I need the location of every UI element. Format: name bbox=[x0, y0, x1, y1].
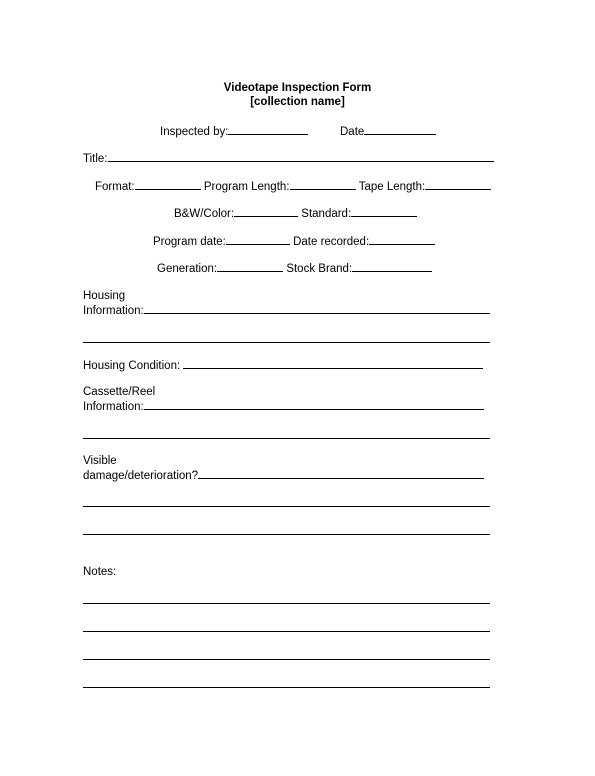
notes-line-2[interactable] bbox=[83, 631, 490, 632]
housing-condition-field[interactable] bbox=[183, 358, 483, 369]
format-label: Format: bbox=[95, 181, 135, 193]
standard-label: Standard: bbox=[301, 208, 352, 220]
visible-extra-line-1[interactable] bbox=[83, 506, 490, 507]
bw-color-label: B&W/Color: bbox=[174, 208, 235, 220]
title-label: Title: bbox=[83, 153, 108, 165]
notes-line-3[interactable] bbox=[83, 659, 490, 660]
form-title: Videotape Inspection Form bbox=[223, 82, 372, 94]
housing-label-2: Information: bbox=[83, 305, 144, 317]
notes-label: Notes: bbox=[83, 566, 117, 578]
format-field[interactable] bbox=[135, 179, 201, 190]
visible-label-1: Visible bbox=[83, 455, 117, 467]
date-field[interactable] bbox=[364, 124, 436, 135]
cassette-extra-line[interactable] bbox=[83, 438, 490, 439]
program-date-row bbox=[153, 234, 435, 249]
standard-field[interactable] bbox=[351, 206, 417, 217]
cassette-row bbox=[83, 399, 484, 414]
visible-row bbox=[83, 468, 484, 483]
notes-line-4[interactable] bbox=[83, 687, 490, 688]
inspected-by-field[interactable] bbox=[228, 124, 308, 135]
housing-row bbox=[83, 303, 490, 318]
program-date-field[interactable] bbox=[226, 234, 290, 245]
bw-color-field[interactable] bbox=[234, 206, 298, 217]
title-field[interactable] bbox=[108, 151, 494, 162]
date-recorded-field[interactable] bbox=[369, 234, 435, 245]
generation-row bbox=[157, 261, 432, 276]
tape-length-field[interactable] bbox=[425, 179, 491, 190]
program-length-label: Program Length: bbox=[203, 181, 290, 193]
housing-condition-label: Housing Condition: bbox=[83, 360, 181, 372]
date-recorded-label: Date recorded: bbox=[293, 236, 370, 248]
collection-name: [collection name] bbox=[250, 96, 345, 108]
visible-label-2: damage/deterioration? bbox=[83, 470, 199, 482]
housing-label-1: Housing bbox=[83, 290, 126, 302]
stock-brand-label: Stock Brand: bbox=[286, 263, 353, 275]
visible-field[interactable] bbox=[198, 468, 484, 479]
notes-line-1[interactable] bbox=[83, 603, 490, 604]
housing-condition-row bbox=[83, 358, 483, 373]
program-length-field[interactable] bbox=[290, 179, 356, 190]
cassette-field[interactable] bbox=[144, 399, 484, 410]
date-label: Date bbox=[340, 126, 365, 138]
tape-length-label: Tape Length: bbox=[358, 181, 426, 193]
format-row bbox=[95, 179, 491, 194]
bw-row bbox=[174, 206, 417, 221]
stock-brand-field[interactable] bbox=[352, 261, 432, 272]
visible-extra-line-2[interactable] bbox=[83, 534, 490, 535]
generation-label: Generation: bbox=[157, 263, 218, 275]
inspected-row bbox=[160, 124, 308, 139]
generation-field[interactable] bbox=[217, 261, 283, 272]
housing-field[interactable] bbox=[144, 303, 490, 314]
inspected-by-label: Inspected by: bbox=[160, 126, 229, 138]
program-date-label: Program date: bbox=[153, 236, 226, 248]
cassette-label-1: Cassette/Reel bbox=[83, 386, 156, 398]
cassette-label-2: Information: bbox=[83, 401, 144, 413]
housing-extra-line[interactable] bbox=[83, 342, 490, 343]
date-row bbox=[340, 124, 436, 139]
title-row bbox=[83, 151, 494, 166]
